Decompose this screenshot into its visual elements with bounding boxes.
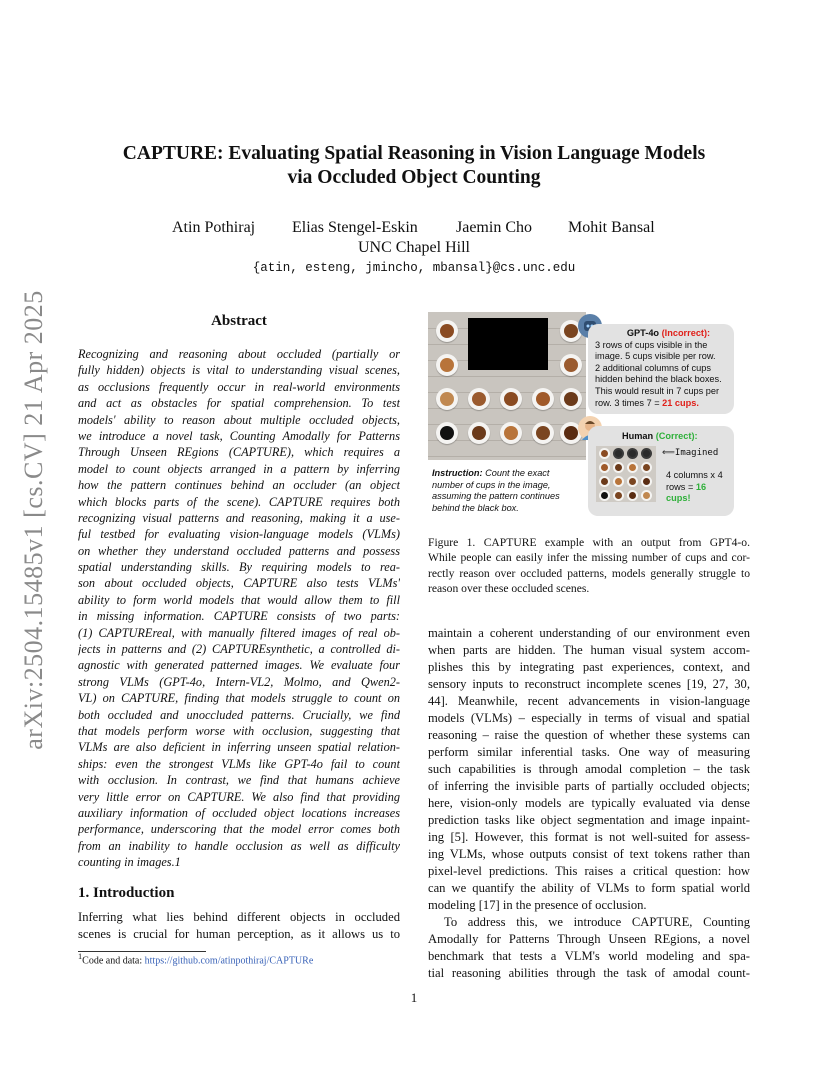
cup: [532, 422, 554, 444]
abstract-line: VL) on CAPTURE, finding that models struggle to count on: [78, 691, 400, 706]
author: Elias Stengel-Eskin: [292, 219, 418, 236]
thumbnail-cup: [599, 490, 610, 501]
affiliation: UNC Chapel Hill: [358, 239, 470, 256]
thumbnail-cup: [613, 490, 624, 501]
figure-caption: [428, 535, 750, 597]
instruction-body: Count the exact number of cups in the image, assuming the pattern continues behind the black box.: [432, 468, 560, 513]
human-answer: 16 cups!: [666, 481, 707, 504]
thumbnail-cup: [641, 462, 652, 473]
human-status: (Correct):: [655, 431, 698, 441]
paper-title: [80, 142, 748, 190]
abstract-line: on whether they understand occluded patterns and possess: [78, 543, 400, 558]
wood-plank-seam: [428, 376, 586, 377]
thumbnail-cup: [599, 448, 610, 459]
intro-line: scenes is crucial for human perception, as it allows us to: [78, 927, 400, 941]
abstract-line: how the pattern continues behind an occluder (an object: [78, 478, 400, 493]
gpt-answer: 21 cups.: [662, 397, 699, 408]
author-emails: {atin, esteng, jmincho, mbansal}@cs.unc.edu: [252, 261, 576, 275]
cup: [532, 388, 554, 410]
intro-line: Inferring what lies behind different objects in occluded: [78, 910, 400, 924]
abstract-line: as occlusions frequently occur in real-world environments: [78, 379, 400, 394]
caption-line: Figure 1. CAPTURE example with an output from GPT4-o.: [428, 536, 750, 549]
right-column-body: [428, 625, 750, 982]
thumbnail-cup: [599, 462, 610, 473]
black-occluder-box: [468, 318, 548, 370]
title-line-2: via Occluded Object Counting: [287, 167, 541, 188]
title-line-1: CAPTURE: Evaluating Spatial Reasoning in Vision Language Models: [122, 143, 706, 164]
cup: [436, 422, 458, 444]
paragraph-line: such capabilities is through amodal completion – the task: [428, 762, 750, 776]
imagined-cups-thumbnail: [596, 446, 656, 502]
paragraph-line: tial reasoning abilities through the task of amodal count-: [428, 966, 750, 980]
paragraph-line: perform similar inferential tasks. One way of measuring: [428, 745, 750, 759]
intro-body: [78, 909, 400, 943]
cup: [500, 422, 522, 444]
thumbnail-cup: [599, 476, 610, 487]
abstract-line: Through Unseen REgions (CAPTURE), which requires a: [78, 445, 400, 460]
thumbnail-cup: [613, 462, 624, 473]
abstract-line: from an inability to handle occlusion as well as difficulty: [78, 838, 400, 853]
paragraph-line: reasoning – raise the question of whether these systems can: [428, 728, 750, 742]
paragraph-line: 44]. Meanwhile, recent advancements in vision-language: [428, 694, 750, 708]
human-text: 4 columns x 4 rows =: [666, 470, 723, 492]
human-header: Human: [622, 431, 654, 441]
abstract-line: fully hidden) objects is vital to understanding visual scenes,: [78, 363, 400, 378]
cup: [468, 422, 490, 444]
abstract-line: models' ability to reason about multiple occluded objects,: [78, 412, 400, 427]
abstract-line: both occluded and unoccluded patterns. Crucially, we find: [78, 707, 400, 722]
abstract-heading: Abstract: [211, 313, 267, 329]
cup: [500, 388, 522, 410]
paragraph-line: modeling [17] in the presence of occlusion.: [428, 898, 647, 912]
figure-1: [428, 312, 750, 520]
thumbnail-cup: [627, 448, 638, 459]
paragraph-line: of inferring the invisible parts of partially occluded objects;: [428, 779, 750, 793]
abstract-line: recognizing visual patterns and reasoning, making it a use-: [78, 510, 400, 525]
paragraph-line: To address this, we introduce CAPTURE, Counting: [444, 915, 750, 929]
imagined-text: Imagined: [674, 448, 719, 458]
abstract-line: agnostic with generated patterned images. We evaluate four: [78, 658, 400, 673]
thumbnail-cup: [641, 448, 652, 459]
imagined-label: [662, 448, 718, 458]
gpt4o-response-bubble: [588, 324, 734, 414]
abstract-line: VLMs are also deficient in inferring unseen spatial relation-: [78, 740, 400, 755]
author: Atin Pothiraj: [172, 219, 256, 236]
paragraph-line: sensory inputs to reconstruct incomplete scenes [19, 27, 30,: [428, 677, 750, 691]
paragraph-line: when parts are hidden. The human visual system accom-: [428, 643, 750, 657]
abstract-line: (1) CAPTUREreal, with manually filtered images of real ob-: [78, 625, 400, 640]
abstract-line: Recognizing and reasoning about occluded (partially or: [78, 347, 400, 361]
abstract-line: in missing information. CAPTURE consists of two parts:: [78, 609, 400, 624]
paragraph-line: plishes this by integrating past experiences, context, and: [428, 660, 750, 674]
abstract-line: and act as obstacles for spatial comprehension. To test: [78, 396, 400, 411]
abstract-line: with occlusion. In contrast, we find that humans achieve: [78, 773, 400, 788]
caption-line: rectly reason over occluded patterns, models generally struggle to: [428, 566, 750, 580]
abstract-line: ability to form world models that would allow them to fill: [78, 592, 400, 607]
arxiv-sidebar: [19, 285, 48, 755]
caption-line: reason over these occluded scenes.: [428, 582, 590, 596]
instruction-text: [432, 468, 582, 514]
abstract-line: model to count objects arranged in a pattern by inferring: [78, 461, 400, 476]
abstract-line: jects in patterns and (2) CAPTUREsynthetic, a controlled di-: [78, 642, 400, 657]
abstract-line: counting in images.1: [78, 855, 181, 870]
wood-plank-seam: [428, 456, 586, 457]
section-heading: 1. Introduction: [78, 885, 175, 901]
paragraph-line: ing [5]. However, this format is not well-suited for assess-: [428, 830, 750, 844]
paragraph-line: can we quantify the ability of VLMs to form spatial world: [428, 881, 750, 895]
thumbnail-cup: [641, 476, 652, 487]
cup: [436, 320, 458, 342]
paragraph-line: benchmark that tests a VLM's world modeling and spa-: [428, 949, 750, 963]
cup: [560, 354, 582, 376]
paragraph-line: pixel-level predictions. This raises a critical question: how: [428, 864, 750, 878]
abstract-body: [78, 346, 400, 871]
author: Jaemin Cho: [456, 219, 532, 236]
footnote-text: Code and data:: [82, 955, 145, 967]
gpt-header: GPT-4o: [626, 328, 660, 338]
paragraph-line: prediction tasks like object segmentation and image inpaint-: [428, 813, 750, 827]
thumbnail-cup: [613, 448, 624, 459]
cups-photo: [428, 312, 586, 460]
paragraph-line: maintain a coherent understanding of our environment even: [428, 626, 750, 640]
instruction-label: Instruction:: [432, 468, 483, 478]
gpt-line: 2 additional columns of cups: [595, 362, 711, 373]
thumbnail-cup: [627, 476, 638, 487]
human-answer-text: [666, 470, 732, 505]
caption-line: While people can easily infer the missing number of cups and cor-: [428, 551, 750, 565]
gpt-line: row. 3 times 7 =: [595, 397, 663, 408]
abstract-line: strong VLMs (GPT-4o, Intern-VL2, Molmo, and Qwen2-: [78, 674, 400, 689]
cup: [436, 388, 458, 410]
arrow-left-icon: ⟸: [662, 448, 675, 458]
abstract-line: ful testbed for evaluating vision-language models (VLMs): [78, 527, 400, 542]
footnote-marker: 1: [78, 952, 83, 961]
abstract-line: ships: even the strongest VLMs like GPT-4o fail to count: [78, 756, 400, 771]
gpt-status: (Incorrect):: [661, 328, 711, 338]
paragraph-line: models (VLMs) – especially in terms of visual and spatial: [428, 711, 750, 725]
gpt-line: image. 5 cups visible per row.: [595, 351, 716, 362]
gpt-line: 3 rows of cups visible in the: [595, 339, 708, 350]
abstract-line: very little error on CAPTURE. We also find that providing: [78, 789, 400, 804]
footnote: [78, 952, 313, 966]
page-number: 1: [410, 990, 418, 1005]
abstract-line: son about occluded objects, CAPTURE also tests VLMs': [78, 576, 400, 591]
thumbnail-cup: [627, 462, 638, 473]
code-link[interactable]: https://github.com/atinpothiraj/CAPTURe: [144, 955, 314, 967]
abstract-line: that models perform worse with occlusion, suggesting that: [78, 723, 400, 738]
thumbnail-cup: [627, 490, 638, 501]
author: Mohit Bansal: [568, 219, 655, 236]
abstract-line: auxiliary information of occluded object locations increases: [78, 805, 400, 820]
gpt-line: This would result in 7 cups per: [595, 385, 720, 396]
abstract-line: which blocks parts of the scene). CAPTURE requires both: [78, 494, 400, 509]
paragraph-line: here, vision-only models are typically evaluated via dense: [428, 796, 750, 810]
thumbnail-cup: [613, 476, 624, 487]
paragraph-line: Amodally for Patterns Through Unseen REgions, a novel: [428, 932, 750, 946]
thumbnail-cup: [641, 490, 652, 501]
abstract-line: we introduce a novel task, Counting Amodally for Patterns: [78, 428, 400, 443]
abstract-line: performance, underscoring that the model error comes both: [78, 822, 400, 837]
cup: [436, 354, 458, 376]
gpt-line: hidden behind the black boxes.: [595, 374, 722, 385]
cup: [468, 388, 490, 410]
cup: [560, 388, 582, 410]
arxiv-id: arXiv:2504.15485v1 [cs.CV] 21 Apr 2025: [19, 290, 48, 750]
abstract-line: spatial understanding skills. By requiring models to rea-: [78, 560, 400, 575]
paragraph-line: ing VLMs, whose outputs consist of text tokens rather than: [428, 847, 750, 861]
